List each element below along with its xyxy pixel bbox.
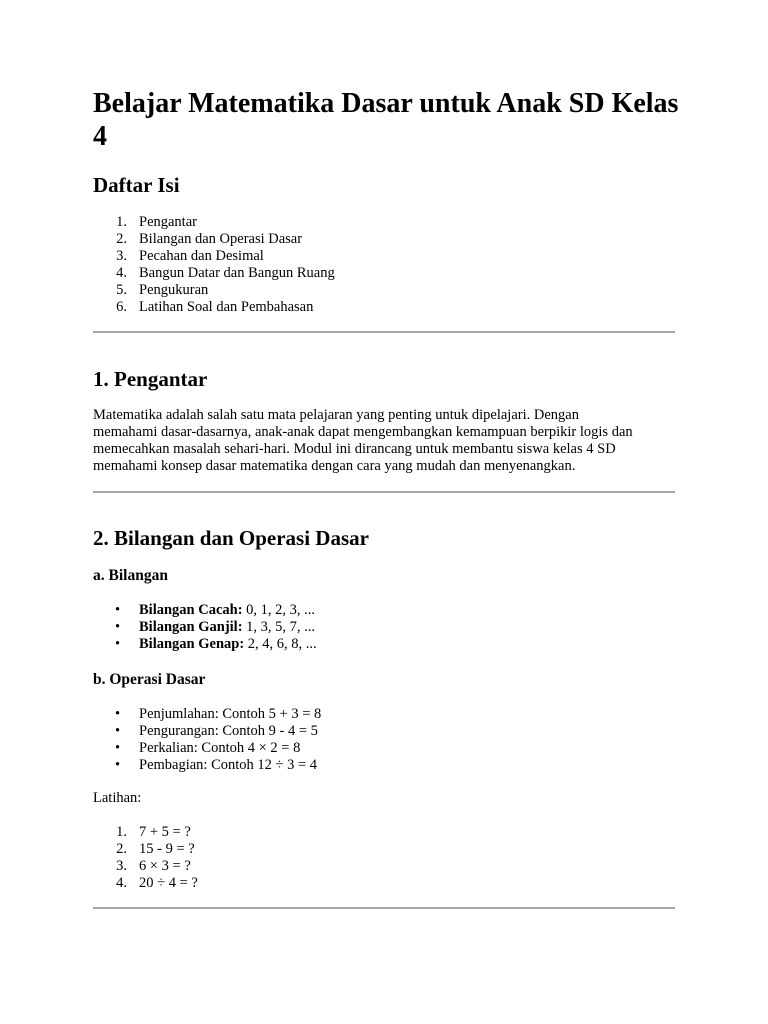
toc-item-bangun[interactable]: 4. Bangun Datar dan Bangun Ruang bbox=[116, 265, 335, 281]
toc-item-pengantar[interactable]: 1. Pengantar bbox=[116, 214, 197, 230]
operations-list bbox=[93, 706, 321, 774]
section-2-heading: 2. Bilangan dan Operasi Dasar bbox=[93, 526, 369, 550]
section-divider bbox=[93, 491, 675, 493]
exercise-item: 3. 6 × 3 = ? bbox=[116, 858, 191, 874]
exercise-item: 2. 15 - 9 = ? bbox=[116, 841, 195, 857]
page-title: Belajar Matematika Dasar untuk Anak SD Kelas 4 bbox=[93, 88, 679, 152]
section-1-heading: 1. Pengantar bbox=[93, 367, 208, 391]
paragraph-line: memahami dasar-dasarnya, anak-anak dapat mengembangkan kemampuan berpikir logis dan bbox=[93, 424, 633, 440]
list-item: • Bilangan Ganjil: 1, 3, 5, 7, ... bbox=[115, 619, 316, 635]
list-item: • Bilangan Cacah: 0, 1, 2, 3, ... bbox=[115, 602, 316, 618]
subsection-a-heading: a. Bilangan bbox=[93, 567, 168, 584]
list-item: • Pengurangan: Contoh 9 - 4 = 5 bbox=[115, 723, 318, 739]
paragraph-line: memahami konsep dasar matematika dengan cara yang mudah dan menyenangkan. bbox=[93, 458, 576, 474]
section-divider bbox=[93, 907, 675, 909]
section-divider bbox=[93, 331, 675, 333]
toc-heading: Daftar Isi bbox=[93, 173, 180, 197]
list-item: • Perkalian: Contoh 4 × 2 = 8 bbox=[115, 740, 301, 756]
subsection-b-heading: b. Operasi Dasar bbox=[93, 671, 206, 688]
list-item: • Bilangan Genap: 2, 4, 6, 8, ... bbox=[115, 636, 317, 652]
exercise-label: Latihan: bbox=[93, 790, 142, 806]
toc-item-pecahan[interactable]: 3. Pecahan dan Desimal bbox=[116, 248, 264, 264]
exercise-item: 4. 20 ÷ 4 = ? bbox=[116, 875, 198, 891]
exercise-item: 1. 7 + 5 = ? bbox=[116, 824, 191, 840]
toc-item-bilangan[interactable]: 2. Bilangan dan Operasi Dasar bbox=[116, 231, 303, 247]
list-item: • Penjumlahan: Contoh 5 + 3 = 8 bbox=[115, 706, 322, 722]
toc-list bbox=[93, 214, 335, 316]
list-item: • Pembagian: Contoh 12 ÷ 3 = 4 bbox=[115, 757, 318, 773]
paragraph-line: Matematika adalah salah satu mata pelajaran yang penting untuk dipelajari. Dengan bbox=[93, 407, 579, 423]
toc-item-latihan[interactable]: 6. Latihan Soal dan Pembahasan bbox=[116, 299, 314, 315]
section-1-paragraph bbox=[93, 407, 675, 475]
number-types-list bbox=[93, 602, 317, 653]
toc-item-pengukuran[interactable]: 5. Pengukuran bbox=[116, 282, 209, 298]
paragraph-line: memecahkan masalah sehari-hari. Modul ini dirancang untuk membantu siswa kelas 4 SD bbox=[93, 441, 616, 457]
exercise-list bbox=[93, 824, 198, 892]
